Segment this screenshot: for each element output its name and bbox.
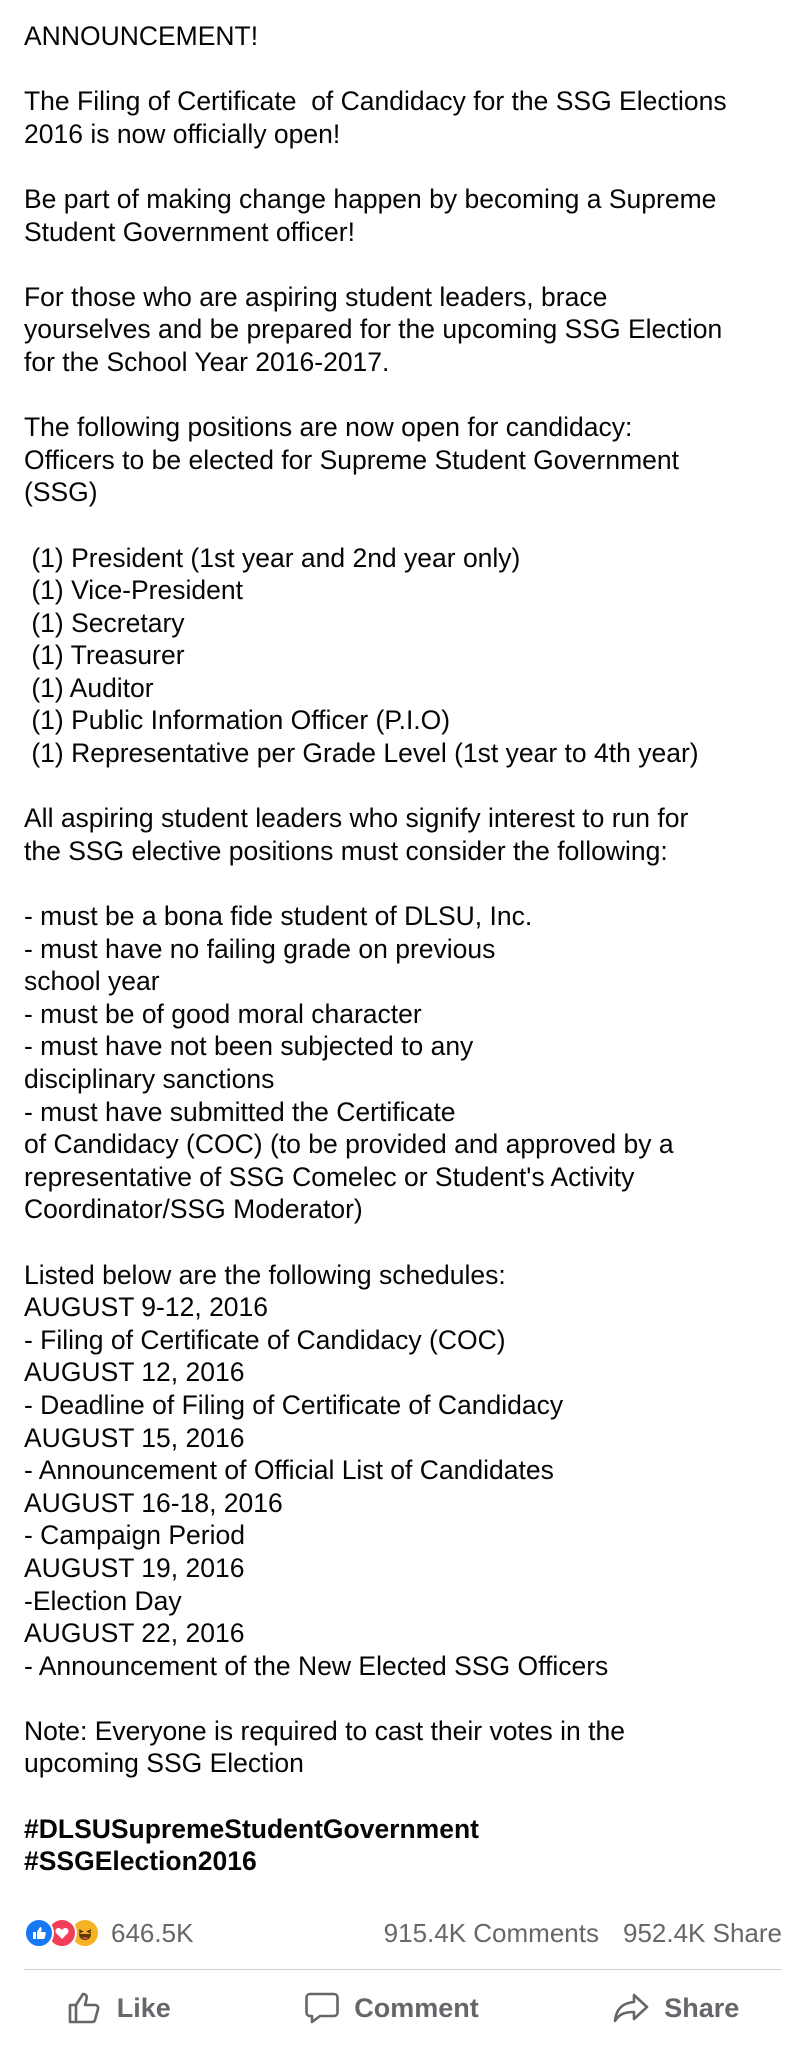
post-text-line: - must have no failing grade on previous <box>24 933 496 964</box>
post-text-line: - Campaign Period <box>24 1520 245 1551</box>
post-text-line: representative of SSG Comelec or Student's Activity <box>24 1161 635 1192</box>
post-text-line: of Candidacy (COC) (to be provided and approved by a <box>24 1129 674 1160</box>
post-text-line: Note: Everyone is required to cast their votes in the <box>24 1715 625 1746</box>
post-text-line: Be part of making change happen by becoming a Supreme <box>24 183 717 214</box>
post-text-line <box>24 509 794 542</box>
post-text-line: AUGUST 22, 2016 <box>24 1618 245 1649</box>
like-button[interactable] <box>47 1983 191 2033</box>
reaction-icons[interactable] <box>24 1918 93 1948</box>
post-text-line: upcoming SSG Election <box>24 1748 304 1779</box>
post-text-line: the SSG elective positions must consider the following: <box>24 835 668 866</box>
post-text-line: AUGUST 16-18, 2016 <box>24 1487 283 1518</box>
post-text-line: (1) Representative per Grade Level (1st year to 4th year) <box>24 738 699 769</box>
post-text-line: (SSG) <box>24 477 98 508</box>
post-text-line: - must be of good moral character <box>24 998 422 1029</box>
post-text-line <box>24 150 794 183</box>
post-body <box>24 20 794 1878</box>
post-text-line <box>24 867 794 900</box>
share-arrow-icon <box>612 1992 650 2024</box>
post-text-line: (1) Public Information Officer (P.I.O) <box>24 705 451 736</box>
like-reaction-icon <box>24 1918 54 1948</box>
post-text-line: - Deadline of Filing of Certificate of Candidacy <box>24 1389 564 1420</box>
post-text-line: Listed below are the following schedules: <box>24 1259 506 1290</box>
post-text-line: ANNOUNCEMENT! <box>24 21 259 51</box>
post-text-line: AUGUST 9-12, 2016 <box>24 1292 269 1323</box>
post-text-line: AUGUST 12, 2016 <box>24 1357 245 1388</box>
post-text-line: (1) Auditor <box>24 672 154 703</box>
post-text-line: - Filing of Certificate of Candidacy (COC) <box>24 1324 506 1355</box>
post-text-line: -Election Day <box>24 1585 182 1616</box>
comments-count[interactable]: 915.4K Comments <box>383 1917 599 1948</box>
hashtag-link[interactable]: #DLSUSupremeStudentGovernment <box>24 1813 479 1844</box>
post-text <box>24 20 794 1813</box>
divider <box>24 1969 782 1970</box>
reaction-count[interactable]: 646.5K <box>111 1917 194 1948</box>
post-text-line <box>24 770 794 803</box>
post-text-line: AUGUST 19, 2016 <box>24 1552 245 1583</box>
comment-bubble-icon <box>304 1991 340 2025</box>
post-text-line: school year <box>24 966 160 997</box>
post-text-line <box>24 1226 794 1259</box>
share-label: Share <box>664 1992 740 2023</box>
like-label: Like <box>116 1992 171 2023</box>
post-text-line <box>24 53 794 86</box>
post-text-line: (1) Secretary <box>24 607 185 638</box>
reactions-summary <box>24 1913 782 1953</box>
comment-button[interactable] <box>284 1983 499 2033</box>
post-text-line <box>24 379 794 412</box>
post-text-line: Officers to be elected for Supreme Student Government <box>24 444 679 475</box>
post-text-line <box>24 1780 794 1813</box>
post-text-line: - Announcement of Official List of Candidates <box>24 1455 554 1486</box>
post-text-line: The Filing of Certificate of Candidacy for the SSG Elections <box>24 86 727 117</box>
post-text-line: AUGUST 15, 2016 <box>24 1422 245 1453</box>
post-text-line: - must have not been subjected to any <box>24 1031 474 1062</box>
post-text-line <box>24 1682 794 1715</box>
post-text-line: - Announcement of the New Elected SSG Officers <box>24 1650 609 1681</box>
comment-label: Comment <box>354 1992 479 2023</box>
post-text-line: yourselves and be prepared for the upcoming SSG Election <box>24 314 723 345</box>
post-text-line: All aspiring student leaders who signify interest to run for <box>24 803 689 834</box>
post-text-line: (1) Treasurer <box>24 640 185 671</box>
post-text-line: 2016 is now officially open! <box>24 118 341 149</box>
post-text-line: Coordinator/SSG Moderator) <box>24 1194 363 1225</box>
post-text-line: for the School Year 2016-2017. <box>24 346 390 377</box>
post-text-line: - must be a bona fide student of DLSU, Inc. <box>24 901 533 932</box>
post-text-line: (1) President (1st year and 2nd year only) <box>24 542 521 573</box>
post-text-line: - must have submitted the Certificate <box>24 1096 456 1127</box>
hashtag-link[interactable]: #SSGElection2016 <box>24 1846 257 1877</box>
shares-count[interactable]: 952.4K Share <box>622 1917 782 1948</box>
post-text-line <box>24 248 794 281</box>
share-button[interactable] <box>592 1984 759 2032</box>
post-text-line: Student Government officer! <box>24 216 355 247</box>
post-text-line: The following positions are now open for candidacy: <box>24 412 633 443</box>
post-action-bar <box>0 1978 806 2038</box>
post-text-line: (1) Vice-President <box>24 575 243 606</box>
post-text-line: For those who are aspiring student leaders, brace <box>24 281 608 312</box>
thumbs-up-icon <box>67 1991 103 2025</box>
post-text-line: disciplinary sanctions <box>24 1064 275 1094</box>
